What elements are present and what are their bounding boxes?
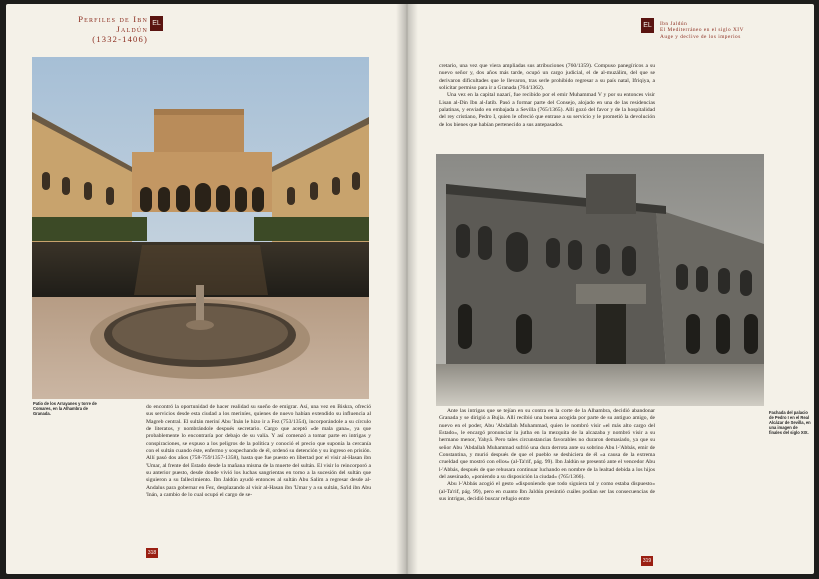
right-top-paragraph-1: cretario, una vez que viera ampliadas sus atribuciones (760/1359). Compuso panegíricos a su nuevo señor y, dos años más tarde, ocupó un cargo judicial, el de al-muzálim, del que se derivaron dificultades que le llevaron, tras serle prohibido regresar a su país natal, Ifriqiya, a solicitar permiso para ir a Granada (764/1362). [439, 63, 655, 92]
running-head-right-line-2: El Mediterráneo en el siglo XIV [660, 27, 744, 34]
right-bottom-paragraph-2: Abu l-'Abbás acogió el gesto «disponiendo que todo siguiera tal y como estaba dispuesto» (al-Ta'rif, pág. 99), pero en cuanto Ibn Jaldún presintió cuáles podían ser las consecuencias de sus intrigas, decidió buscar refugio entre [439, 481, 655, 503]
running-head-right-line-1: Ibn Jaldún [660, 21, 688, 27]
running-head-left [46, 14, 148, 44]
alhambra-photo-image [32, 57, 369, 399]
running-head-left-title: Perfiles de Ibn Jaldún [78, 14, 148, 34]
left-page [6, 4, 406, 574]
left-body-paragraph: do encontró la oportunidad de hacer realidad su sueño de emigrar. Así, una vez en Biskra, ofreció sus servicios desde esta ciudad a los meriníes, quienes de nuevo habían extendido su influencia al Magreb central. El sultán meriní Abu 'Inán le hizo ir a Fez (753/1354), incorporándole a su círculo de literatos, y nombrándole después secretario. Cargo que aceptó «de mala gana», ya que probablemente lo encontraría por debajo de su valía. Y así comenzó a tomar parte en intrigas y conspiraciones, se expuso a los peligros de la política y conoció el precio que suponía la cercanía con el sultán cuando éste, enfermo y sospechando de él, ordenó su detención y su ingreso en prisión. Allí pasó dos años (758-759/1357-1358), hasta que fue puesto en libertad por el visir al-Hasan ibn 'Umar, al frente del Estado desde la mañana misma de la muerte del sultán. El visir lo reincorporó a su anterior puesto, desde donde vivió los luchas sangrientas en torno a la sucesión del sultán que siguieron a su fallecimiento. Ibn Jaldún ayudó entonces al sultán Abu Salim a regresar desde al-Andalus para gobernar en Fez, desplazando al visir al-Hasan ibn 'Umar y a su sultán, Sa'id ibn Abu 'Inán, a cambio de lo cual ocupó el cargo de se- [146, 404, 371, 499]
alcazar-photo-image [436, 154, 764, 406]
right-bottom-paragraph-1: Ante las intrigas que se tejían en su contra en la corte de la Alhambra, decidió abandonar Granada y se dirigió a Bujía. Allí recibió una buena acogida por parte de su antiguo amigo, de nuevo en el poder, Abu 'Abdallah Muhammad, quien le nombró visir «el más alto cargo del Estado», le encargó pronunciar la jutba en la mezquita de la alcazaba y nombró visir a su hermano menor, Yahyá. Pero tales circunstancias favorables no duraron demasiado, ya que su señor Abu 'Abdallah Muhammad sufrió una dura derrota ante su sobrino Abu l-'Abbás, emir de Constantina, y murió después de que el pueblo se deshiciera de él «a causa de la extrema crueldad que mostró con ellos» (al-Ta'rif, pág. 99). Ibn Jaldún se presentó ante el vencedor Abu l-'Abbás, después de que rehusara continuar luchando en nombre de la lealtad debida a los hijos del asesinado, «poniendo a su disposición la ciudad» (765/1366). [439, 408, 655, 481]
publisher-logo-right: EL [641, 18, 654, 33]
left-body-text [146, 404, 371, 499]
figure-caption-left: Patio de los Arrayanes y torre de Comares, en la Alhambra de Granada. [33, 401, 97, 416]
right-top-text [439, 63, 655, 129]
running-head-right-line-3: Auge y declive de los imperios [660, 33, 741, 40]
page-number-right: 319 [642, 558, 652, 564]
running-head-right [660, 21, 790, 40]
right-bottom-text [439, 408, 655, 503]
publisher-logo: EL [150, 16, 163, 31]
alcazar-photo [436, 154, 764, 406]
running-head-left-dates: (1332-1406) [92, 34, 148, 44]
alhambra-photo [32, 57, 369, 399]
figure-caption-right: Fachada del palacio de Pedro I en el Real Alcázar de Sevilla, en una imagen de finales del siglo XIX. [769, 410, 811, 435]
page-number-left: 318 [147, 550, 157, 556]
right-top-paragraph-2: Una vez en la capital nazarí, fue recibido por el emir Muhammad V y por su entonces visir Lisan al-Din Ibn al-Jatib. Pasó a formar parte del Consejo, alojado en una de las residencias palatinas, y enviado en embajada a Sevilla (765/1365). Allí gozó del favor y de la hospitalidad del rey cristiano, Pedro I, quien le ofreció que entrase a su servicio y le prometió la devolución de los bienes que habían pertenecido a sus antepasados. [439, 92, 655, 128]
right-page [406, 4, 814, 574]
